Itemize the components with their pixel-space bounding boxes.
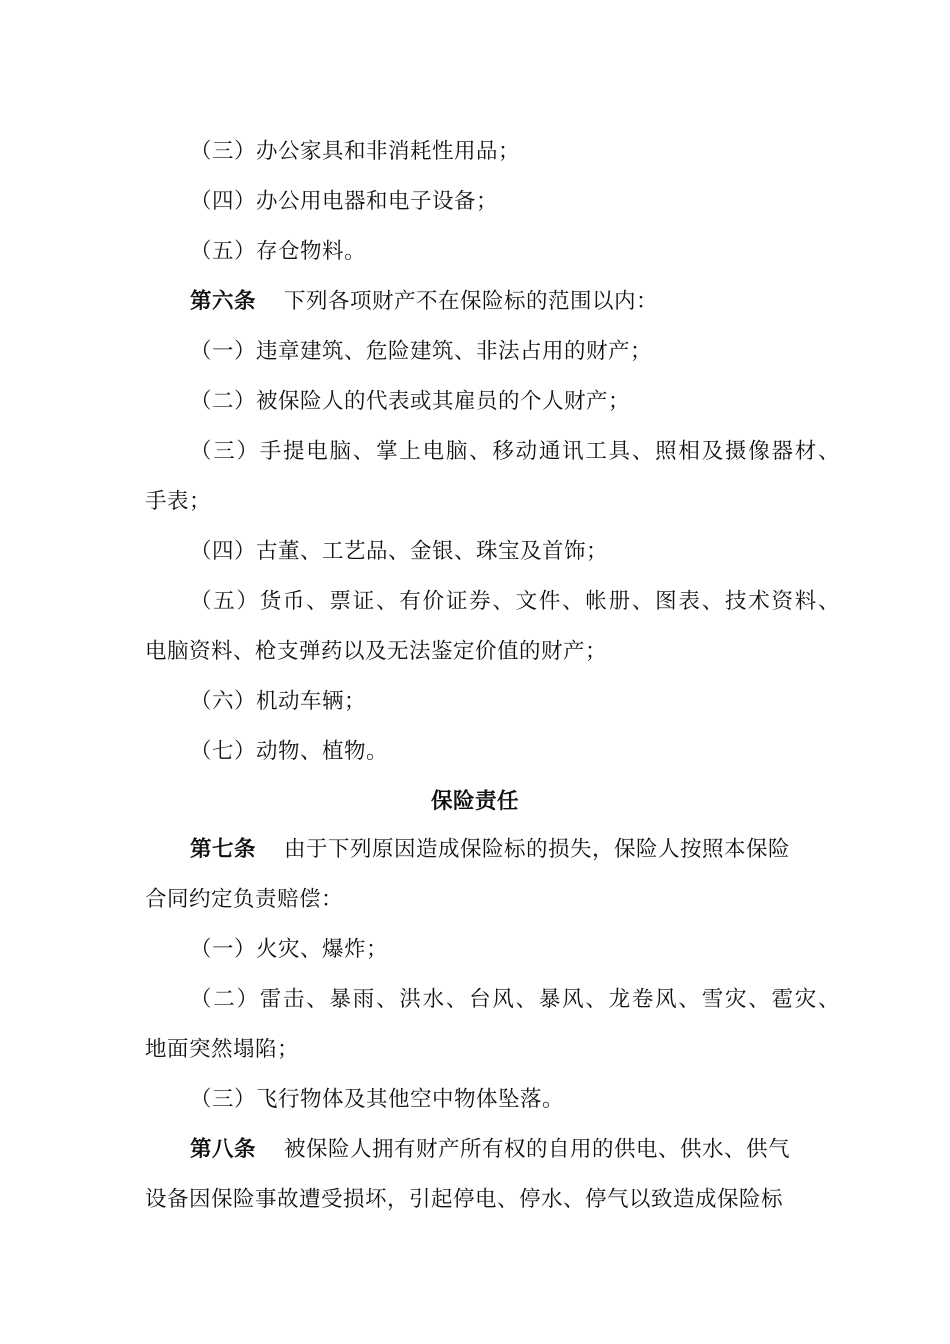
- article-6-label: 第六条: [190, 289, 257, 314]
- list-item: （二）雷击、暴雨、洪水、台风、暴风、龙卷风、雪灾、雹灾、: [190, 987, 840, 1012]
- list-item: （三）飞行物体及其他空中物体坠落。: [190, 1087, 565, 1112]
- article-7-label: 第七条: [190, 837, 257, 862]
- article-6-paragraph: [190, 287, 840, 317]
- article-6-text: 下列各项财产不在保险标的范围以内：: [284, 289, 659, 314]
- list-item: （五）存仓物料。: [190, 239, 367, 264]
- paragraph-continuation: 设备因保险事故遭受损坏，引起停电、停水、停气以致造成保险标: [145, 1187, 784, 1212]
- list-item: （三）办公家具和非消耗性用品；: [190, 139, 521, 164]
- list-item: （三）手提电脑、掌上电脑、移动通讯工具、照相及摄像器材、: [190, 439, 840, 464]
- list-item-continuation: 地面突然塌陷；: [145, 1037, 300, 1062]
- article-8-label: 第八条: [190, 1137, 257, 1162]
- list-item: （四）古董、工艺品、金银、珠宝及首饰；: [190, 539, 609, 564]
- article-7-text: 由于下列原因造成保险标的损失，保险人按照本保险: [284, 837, 791, 862]
- list-item: （五）货币、票证、有价证券、文件、帐册、图表、技术资料、: [190, 589, 840, 614]
- section-heading: 保险责任: [430, 789, 519, 814]
- paragraph-continuation: 合同约定负责赔偿：: [145, 887, 344, 912]
- article-7-paragraph: [190, 835, 840, 865]
- list-item: （六）机动车辆；: [190, 689, 367, 714]
- article-8-text: 被保险人拥有财产所有权的自用的供电、供水、供气: [284, 1137, 791, 1162]
- article-8-paragraph: [190, 1135, 840, 1165]
- list-item-continuation: 电脑资料、枪支弹药以及无法鉴定价值的财产；: [145, 639, 608, 664]
- list-item: （四）办公用电器和电子设备；: [190, 189, 499, 214]
- list-item: （一）火灾、爆炸；: [190, 937, 389, 962]
- list-item: （七）动物、植物。: [190, 739, 389, 764]
- list-item: （二）被保险人的代表或其雇员的个人财产；: [190, 389, 631, 414]
- list-item: （一）违章建筑、危险建筑、非法占用的财产；: [190, 339, 653, 364]
- list-item-continuation: 手表；: [145, 489, 212, 514]
